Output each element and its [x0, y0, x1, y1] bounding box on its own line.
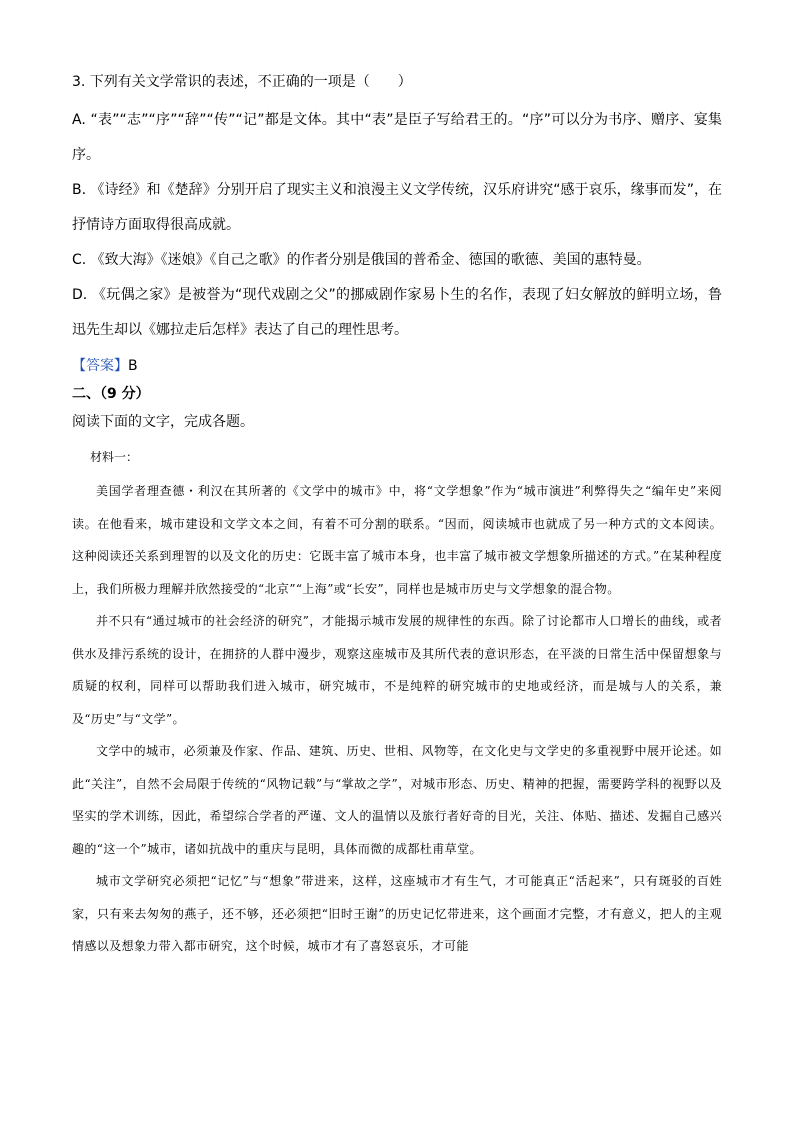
section-title: 二、（9 分）	[72, 386, 150, 402]
option-list	[72, 103, 722, 348]
material-paragraph-3: 文学中的城市，必须兼及作家、作品、建筑、历史、世相、风物等，在文化史与文学史的多重视野中展开论述。如此“关注”，自然不会局限于传统的“风物记载”与“掌故之学”，对城市形态、历史、精神的把握，需要跨学科的视野以及坚实的学术训练，因此，希望综合学者的严谨、文人的温情以及旅行者好奇的目光，关注、体贴、描述、发掘自己感兴趣的“这一个”城市，诸如抗战中的重庆与昆明，具体而微的成都杜甫草堂。	[72, 744, 722, 856]
option-d: D. 《玩偶之家》是被誉为“现代戏剧之父”的挪威剧作家易卜生的名作，表现了妇女解放的鲜明立场，鲁迅先生却以《娜拉走后怎样》表达了自己的理性思考。	[72, 287, 722, 338]
question-stem: 3. 下列有关文学常识的表述，不正确的一项是（ ）	[72, 74, 412, 90]
document-page	[72, 66, 722, 963]
material-label: 材料一：	[90, 450, 139, 464]
material-paragraph-4: 城市文学研究必须把“记忆”与“想象”带进来，这样，这座城市才有生气，才可能真正“活起来”，只有斑驳的百姓家，只有来去匆匆的燕子，还不够，还必须把“旧时王谢”的历史记忆带进来，这个画面才完整，才有意义，把人的主观情感以及想象力带入都市研究，这个时候，城市才有了喜怒哀乐，才可能	[72, 874, 722, 953]
material-paragraph-1: 美国学者理查德・利汉在其所著的《文学中的城市》中，将“文学想象”作为“城市演进”利弊得失之“编年史”来阅读。在他看来，城市建设和文学文本之间，有着不可分割的联系。“因而，阅读城市也就成了另一种方式的文本阅读。这种阅读还关系到理智的以及文化的历史：它既丰富了城市本身，也丰富了城市被文学想象所描述的方式。”在某种程度上，我们所极力理解并欣然接受的“北京”“上海”或“长安”，同样也是城市历史与文学想象的混合物。	[72, 484, 722, 596]
answer-line	[72, 351, 722, 381]
section-instruction: 阅读下面的文字，完成各题。	[72, 414, 254, 430]
material-paragraph-2: 并不只有“通过城市的社会经济的研究”，才能揭示城市发展的规律性的东西。除了讨论都市人口增长的曲线，或者供水及排污系统的设计，在拥挤的人群中漫步，观察这座城市及其所代表的意识形态，在平淡的日常生活中保留想象与质疑的权利，同样可以帮助我们进入城市，研究城市，不是纯粹的研究城市的史地或经济，而是城与人的关系，兼及“历史”与“文学”。	[72, 614, 722, 726]
option-c: C. 《致大海》《迷娘》《自己之歌》的作者分别是俄国的普希金、德国的歌德、美国的惠特曼。	[72, 252, 651, 268]
answer-tag: 【答案】	[72, 358, 128, 374]
option-b: B. 《诗经》和《楚辞》分别开启了现实主义和浪漫主义文学传统，汉乐府讲究“感于哀乐，缘事而发”，在抒情诗方面取得很高成就。	[72, 182, 722, 233]
option-a: A. “表”“志”“序”“辞”“传”“记”都是文体。其中“表”是臣子写给君王的。“序”可以分为书序、赠序、宴集序。	[72, 112, 722, 163]
answer-value: B	[128, 358, 138, 374]
